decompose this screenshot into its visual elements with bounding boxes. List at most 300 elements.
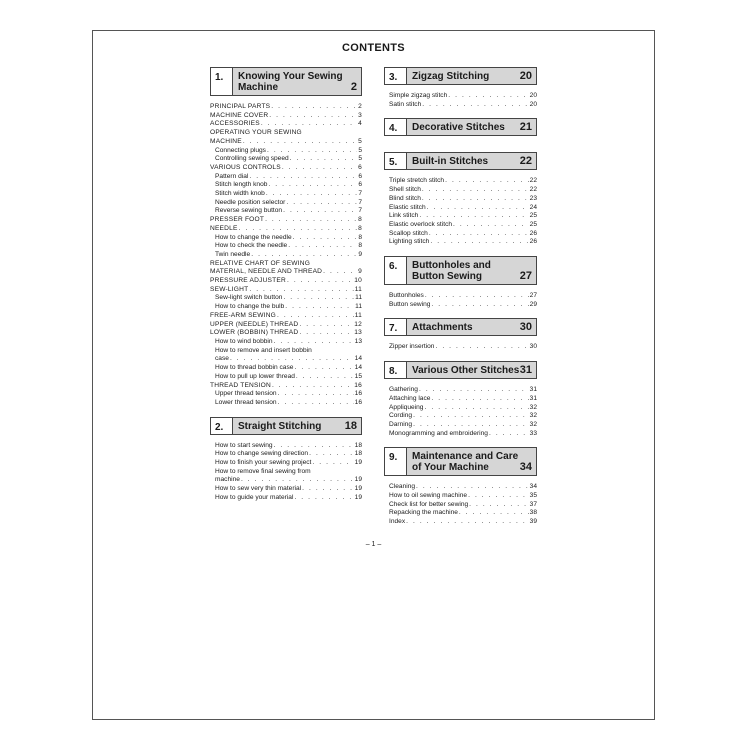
- toc-entry-page: 19: [354, 493, 362, 501]
- dot-leader: [266, 190, 357, 199]
- toc-entry-text: Sew-light switch button: [215, 294, 283, 302]
- dot-leader: [288, 242, 357, 251]
- toc-entry-text: Controlling sewing speed: [215, 155, 289, 163]
- dot-leader: [287, 277, 353, 286]
- toc-entry-text: PRESSER FOOT: [210, 216, 265, 224]
- toc-entry-page: 18: [354, 441, 362, 449]
- dot-leader: [265, 216, 357, 225]
- toc-entry-text: Stitch width knob: [215, 190, 265, 198]
- toc-entry-text: PRINCIPAL PARTS: [210, 103, 271, 110]
- toc-entry: [210, 329, 362, 338]
- dot-leader: [489, 430, 529, 439]
- toc-entry: [384, 343, 537, 352]
- toc-entry-text: How to thread bobbin case: [215, 364, 294, 372]
- page-title: CONTENTS: [342, 42, 405, 54]
- toc-entry: [210, 321, 362, 330]
- section-page-number: 30: [519, 321, 532, 334]
- section-spacer: [384, 438, 537, 447]
- section-number: 9.: [385, 448, 407, 475]
- toc-entry-text: Lighting stitch: [389, 238, 430, 246]
- toc-entry-text: Twin needle: [215, 250, 251, 258]
- toc-entry: [210, 338, 362, 347]
- toc-entry-page: 25: [529, 220, 537, 228]
- section-title-line: Decorative Stitches: [412, 122, 505, 134]
- toc-entry-text: VARIOUS CONTROLS: [210, 163, 281, 171]
- section-title: [412, 122, 505, 133]
- toc-entry-page: 29: [529, 300, 537, 308]
- section-number: 7.: [385, 319, 407, 335]
- toc-entry-text: Buttonholes: [389, 292, 424, 300]
- section-title-line: Machine: [238, 82, 279, 93]
- section-header-2: [210, 417, 362, 435]
- section-page-number: 2: [350, 81, 357, 93]
- toc-entry: [210, 468, 362, 477]
- toc-entry: [210, 382, 362, 391]
- toc-entry-text: Simple zigzag stitch: [389, 92, 448, 99]
- toc-entry-page: 38: [529, 509, 537, 517]
- section-title-line: Straight Stitching: [238, 420, 322, 432]
- toc-entry-text: case: [215, 355, 229, 363]
- toc-entry: [210, 442, 362, 451]
- section-number: 4.: [385, 119, 407, 135]
- toc-entry: [384, 483, 537, 492]
- toc-entry-page: 14: [354, 355, 362, 363]
- toc-entry: [210, 181, 362, 190]
- toc-entry: [384, 221, 537, 230]
- dot-leader: [296, 373, 354, 382]
- section-spacer: [210, 503, 362, 512]
- toc-entry-text: machine: [215, 476, 240, 484]
- section-spacer: [384, 143, 537, 152]
- dot-leader: [282, 164, 357, 173]
- toc-entry-page: 8: [358, 224, 362, 232]
- section-title: [412, 322, 473, 333]
- section-title: [412, 156, 488, 167]
- toc-entry-page: 20: [529, 100, 537, 108]
- toc-entry: [384, 92, 537, 101]
- dot-leader: [323, 268, 357, 277]
- toc-entry-text: Stitch length knob: [215, 181, 268, 189]
- dot-leader: [445, 177, 529, 186]
- toc-entry-page: 16: [354, 381, 362, 389]
- dot-leader: [269, 112, 357, 121]
- section-title-line: Various Other Stitches: [412, 365, 520, 377]
- toc-entry-text: UPPER (NEEDLE) THREAD: [210, 320, 299, 328]
- toc-entry: [384, 238, 537, 247]
- dot-leader: [271, 103, 357, 112]
- toc-entry-page: 35: [529, 492, 537, 500]
- toc-entry-text: Triple stretch stitch: [389, 177, 445, 185]
- section-number: 2.: [211, 418, 233, 434]
- toc-entry-page: 5: [358, 137, 362, 145]
- toc-entry: [384, 101, 537, 110]
- toc-entry: [210, 234, 362, 243]
- toc-entry: [210, 138, 362, 147]
- toc-entry-page: 3: [358, 111, 362, 119]
- dot-leader: [239, 225, 358, 234]
- section-title: [412, 365, 519, 376]
- dot-leader: [468, 492, 529, 501]
- toc-entry-page: 15: [354, 372, 362, 380]
- dot-leader: [422, 186, 529, 195]
- dot-leader: [249, 286, 353, 295]
- toc-entry-text: Cording: [389, 412, 413, 420]
- section-title-bar: [407, 68, 536, 84]
- toc-entry-text: Cleaning: [389, 483, 416, 491]
- toc-entry: [210, 303, 362, 312]
- toc-entry-list: [384, 386, 537, 438]
- section-number: 1.: [211, 68, 233, 95]
- section-spacer: [384, 527, 537, 536]
- dot-leader: [278, 390, 354, 399]
- toc-entry: [384, 177, 537, 186]
- dot-leader: [425, 292, 529, 301]
- toc-entry: [384, 509, 537, 518]
- dot-leader: [286, 199, 357, 208]
- toc-entry-text: MACHINE COVER: [210, 111, 269, 119]
- toc-entry-text: Button sewing: [389, 300, 431, 308]
- toc-entry: [210, 459, 362, 468]
- toc-entry-text: PRESSURE ADJUSTER: [210, 277, 286, 285]
- dot-leader: [427, 204, 529, 213]
- toc-entry: [384, 492, 537, 501]
- toc-entry-text: How to guide your material: [215, 493, 294, 501]
- toc-entry-text: THREAD TENSION: [210, 381, 271, 389]
- toc-entry-page: 9: [358, 250, 362, 258]
- section-title-bar: [233, 68, 361, 95]
- toc-entry-page: 37: [529, 500, 537, 508]
- right-column: [384, 67, 537, 536]
- toc-entry-page: 23: [529, 194, 537, 202]
- section-number: 6.: [385, 257, 407, 284]
- toc-entry-page: 26: [529, 238, 537, 246]
- dot-leader: [431, 395, 528, 404]
- dot-leader: [431, 301, 528, 310]
- toc-entry: [210, 216, 362, 225]
- toc-entry-text: Needle position selector: [215, 198, 286, 206]
- section-page-number: 18: [344, 419, 357, 432]
- dot-leader: [274, 338, 354, 347]
- toc-entry: [210, 268, 362, 277]
- toc-entry: [210, 355, 362, 364]
- toc-entry: [210, 260, 362, 269]
- toc-entry-page: 34: [529, 483, 537, 491]
- dot-leader: [241, 476, 354, 485]
- toc-entry-page: 11: [355, 294, 362, 302]
- toc-entry: [210, 399, 362, 408]
- toc-entry: [210, 112, 362, 121]
- toc-entry: [384, 195, 537, 204]
- toc-entry-list: [210, 103, 362, 408]
- toc-entry-text: How to finish your sewing project: [215, 459, 312, 467]
- toc-entry: [384, 212, 537, 221]
- section-title-bar: [407, 448, 536, 475]
- dot-leader: [416, 483, 529, 492]
- toc-entry-text: OPERATING YOUR SEWING: [210, 129, 302, 137]
- toc-entry: [210, 373, 362, 382]
- dot-leader: [435, 343, 528, 352]
- toc-entry: [384, 421, 537, 430]
- toc-entry-page: 22: [529, 186, 537, 194]
- toc-entry-text: How to change sewing direction: [215, 450, 309, 458]
- toc-entry-page: 24: [529, 203, 537, 211]
- section-spacer: [384, 247, 537, 256]
- toc-entry: [210, 103, 362, 112]
- toc-entry-page: 20: [529, 92, 537, 99]
- section-page-number: 21: [519, 121, 532, 134]
- toc-entry: [384, 412, 537, 421]
- toc-entry: [210, 450, 362, 459]
- dot-leader: [251, 251, 357, 260]
- toc-entry: [210, 242, 362, 251]
- toc-entry-page: 16: [354, 390, 362, 398]
- toc-entry: [210, 312, 362, 321]
- dot-leader: [278, 399, 354, 408]
- section-title-bar: [407, 257, 536, 284]
- toc-entry-text: Lower thread tension: [215, 398, 277, 406]
- toc-entry-list: [384, 92, 537, 109]
- toc-entry: [210, 390, 362, 399]
- toc-entry-list: [384, 292, 537, 309]
- toc-entry-page: 18: [354, 450, 362, 458]
- dot-leader: [453, 221, 529, 230]
- toc-entry-page: 30: [529, 343, 537, 351]
- dot-leader: [312, 459, 353, 468]
- toc-entry-page: 32: [529, 403, 537, 411]
- toc-entry-page: 22: [529, 177, 537, 185]
- toc-entry: [210, 155, 362, 164]
- dot-leader: [283, 207, 357, 216]
- toc-entry: [384, 395, 537, 404]
- section-title-line: Maintenance and Care: [412, 451, 519, 463]
- dot-leader: [294, 494, 353, 503]
- toc-entry-text: Satin stitch: [389, 100, 422, 108]
- toc-entry: [210, 364, 362, 373]
- dot-leader: [261, 120, 357, 129]
- toc-entry-text: Upper thread tension: [215, 390, 277, 398]
- toc-entry: [210, 199, 362, 208]
- toc-entry: [384, 430, 537, 439]
- toc-entry-page: 10: [354, 277, 362, 285]
- toc-entry: [210, 277, 362, 286]
- toc-entry-page: 2: [358, 103, 362, 110]
- toc-entry-text: NEEDLE: [210, 224, 238, 232]
- dot-leader: [299, 329, 353, 338]
- toc-entry: [210, 225, 362, 234]
- toc-entry-page: 19: [354, 485, 362, 493]
- section-spacer: [210, 408, 362, 417]
- section-page-number: 34: [519, 461, 532, 474]
- toc-entry: [210, 494, 362, 503]
- dot-leader: [267, 147, 357, 156]
- section-title: [238, 71, 343, 93]
- toc-entry-page: 13: [354, 329, 362, 337]
- section-title-line: Buttonholes and: [412, 260, 491, 272]
- page-number: – 1 –: [365, 541, 382, 548]
- toc-entry-text: How to wind bobbin: [215, 337, 273, 345]
- section-title-line: Zigzag Stitching: [412, 71, 490, 82]
- toc-entry: [210, 485, 362, 494]
- toc-entry-page: 8: [358, 216, 362, 224]
- toc-entry-text: Reverse sewing button: [215, 207, 283, 215]
- toc-entry: [210, 173, 362, 182]
- toc-entry-text: Blind stitch: [389, 194, 421, 202]
- toc-entry: [210, 120, 362, 129]
- section-header-7: [384, 318, 537, 336]
- section-number: 8.: [385, 362, 407, 378]
- toc-entry: [210, 294, 362, 303]
- section-number: 5.: [385, 153, 407, 169]
- dot-leader: [459, 509, 529, 518]
- section-spacer: [384, 309, 537, 318]
- dot-leader: [243, 138, 357, 147]
- section-header-4: [384, 118, 537, 136]
- toc-entry-page: 39: [529, 518, 537, 526]
- toc-entry-text: Index: [389, 518, 406, 526]
- toc-entry: [384, 301, 537, 310]
- section-page-number: 31: [519, 364, 532, 377]
- toc-entry-page: 7: [358, 207, 362, 215]
- left-column: [210, 67, 362, 512]
- section-title-bar: [407, 153, 536, 169]
- toc-entry-text: Gathering: [389, 386, 418, 394]
- toc-entry-text: How to remove final sewing from: [215, 467, 311, 475]
- toc-entry-page: 7: [358, 198, 362, 206]
- dot-leader: [448, 92, 528, 101]
- section-page-number: 20: [519, 70, 532, 82]
- toc-entry-page: 14: [354, 364, 362, 372]
- dot-leader: [302, 485, 354, 494]
- toc-entry-text: Link stitch: [389, 212, 419, 220]
- toc-entry: [210, 347, 362, 356]
- section-title: [412, 71, 489, 82]
- toc-entry: [384, 518, 537, 527]
- toc-entry: [384, 404, 537, 413]
- dot-leader: [469, 501, 528, 510]
- dot-leader: [424, 404, 528, 413]
- toc-entry-text: Pattern dial: [215, 172, 249, 180]
- toc-entry-page: 13: [354, 337, 362, 345]
- section-title-line: Built-in Stitches: [412, 156, 489, 168]
- section-title-bar: [407, 119, 536, 135]
- toc-entry-page: 8: [358, 233, 362, 241]
- dot-leader: [268, 181, 357, 190]
- toc-entry-text: Elastic stitch: [389, 203, 426, 211]
- toc-entry-page: 31: [529, 394, 537, 402]
- toc-entry: [384, 501, 537, 510]
- toc-entry-text: Elastic overlock stitch: [389, 220, 453, 228]
- toc-entry-text: ACCESSORIES: [210, 120, 260, 128]
- dot-leader: [283, 294, 354, 303]
- toc-entry-text: How to oil sewing machine: [389, 492, 468, 500]
- toc-entry-page: 6: [358, 172, 362, 180]
- dot-leader: [309, 450, 354, 459]
- toc-entry-page: 25: [529, 212, 537, 220]
- toc-entry-page: 6: [358, 163, 362, 171]
- section-header-1: [210, 67, 362, 96]
- dot-leader: [422, 101, 528, 110]
- section-title-line: of Your Machine: [412, 462, 489, 474]
- toc-entry-page: 9: [358, 268, 362, 276]
- toc-entry-list: [384, 483, 537, 527]
- dot-leader: [285, 303, 354, 312]
- toc-entry: [210, 164, 362, 173]
- section-header-3: [384, 67, 537, 85]
- toc-entry-text: Appliqueing: [389, 403, 424, 411]
- toc-entry-page: 5: [358, 155, 362, 163]
- toc-entry-page: 27: [529, 292, 537, 300]
- toc-entry-text: How to check the needle: [215, 242, 288, 250]
- dot-leader: [293, 234, 358, 243]
- toc-entry-page: 32: [529, 420, 537, 428]
- toc-entry-text: How to remove and insert bobbin: [215, 346, 312, 354]
- toc-entry-page: 31: [529, 386, 537, 394]
- toc-entry-page: 7: [358, 190, 362, 198]
- toc-entry-text: MATERIAL, NEEDLE AND THREAD: [210, 268, 323, 276]
- section-page-number: 27: [519, 270, 532, 283]
- section-number: 3.: [385, 68, 407, 84]
- toc-entry-text: Zipper insertion: [389, 343, 435, 351]
- toc-entry: [384, 204, 537, 213]
- toc-entry-text: Attaching lace: [389, 394, 431, 402]
- toc-entry: [210, 190, 362, 199]
- section-title-line: Button Sewing: [412, 271, 482, 283]
- dot-leader: [430, 238, 528, 247]
- section-title: [412, 260, 491, 282]
- toc-entry-text: LOWER (BOBBIN) THREAD: [210, 329, 299, 337]
- dot-leader: [230, 355, 354, 364]
- section-title-line: Knowing Your Sewing: [238, 71, 343, 82]
- toc-entry: [384, 230, 537, 239]
- toc-entry-text: Connecting plugs: [215, 146, 266, 154]
- section-title-bar: [233, 418, 361, 434]
- toc-entry-list: [210, 442, 362, 503]
- dot-leader: [249, 173, 357, 182]
- section-title-bar: [407, 319, 536, 335]
- dot-leader: [277, 312, 354, 321]
- toc-entry-page: 16: [354, 398, 362, 406]
- toc-entry-text: How to start sewing: [215, 441, 273, 449]
- toc-entry-text: SEW-LIGHT: [210, 285, 249, 293]
- toc-entry-text: Repacking the machine: [389, 509, 458, 517]
- dot-leader: [429, 230, 529, 239]
- section-title: [238, 421, 321, 432]
- toc-entry: [210, 476, 362, 485]
- toc-entry: [210, 251, 362, 260]
- toc-entry-page: 11: [355, 303, 362, 311]
- toc-entry-page: 11: [354, 285, 362, 293]
- toc-entry-text: Check list for better sewing: [389, 500, 469, 508]
- toc-entry-page: 19: [354, 476, 362, 484]
- toc-entry-page: 26: [529, 229, 537, 237]
- toc-entry-page: 11: [354, 311, 362, 319]
- toc-entry-page: 4: [358, 120, 362, 128]
- toc-entry-text: Monogramming and embroidering: [389, 429, 488, 437]
- toc-entry-page: 5: [358, 146, 362, 154]
- section-header-9: [384, 447, 537, 476]
- toc-entry-list: [384, 343, 537, 352]
- dot-leader: [274, 442, 354, 451]
- section-page-number: 22: [519, 155, 532, 168]
- toc-entry-text: Darning: [389, 420, 413, 428]
- dot-leader: [413, 412, 529, 421]
- toc-entry-page: 6: [358, 181, 362, 189]
- dot-leader: [299, 321, 353, 330]
- toc-entry-page: 33: [529, 429, 537, 437]
- toc-entry-text: How to change the needle: [215, 233, 292, 241]
- toc-entry: [384, 186, 537, 195]
- toc-entry: [210, 147, 362, 156]
